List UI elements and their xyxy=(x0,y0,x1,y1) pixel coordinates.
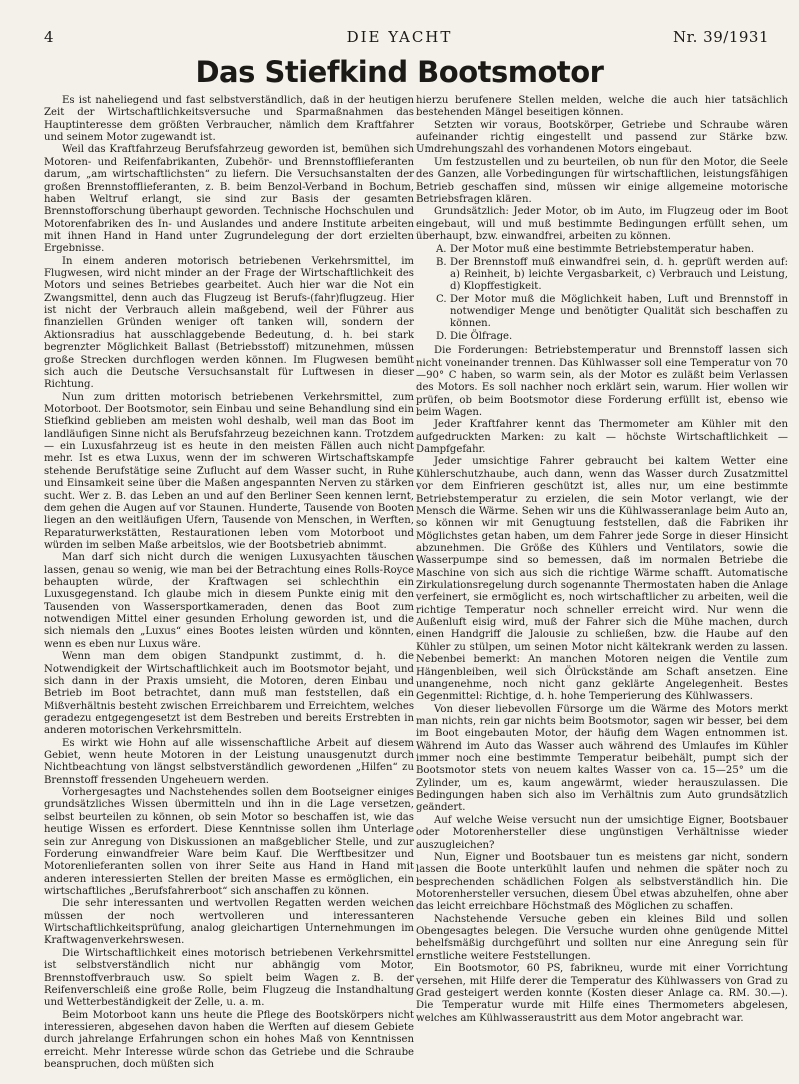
list-letter: B. xyxy=(436,256,447,268)
list-letter: D. xyxy=(436,330,447,342)
paragraph: Auf welche Weise versucht nun der umsichtige Eigner, Bootsbauer oder Motorenhersteller diese ungünstigen Verhältnisse wieder auszugleichen? xyxy=(416,814,788,851)
list-item xyxy=(416,257,788,294)
paragraph: Vorhergesagtes und Nachstehendes sollen dem Bootseigner einiges grundsätzliches Wissen übermitteln und ihn in die Lage versetzen, selbst beurteilen zu können, ob sein Motor so beschaffen ist, wie das heutige Wissen es erfordert. Diese Kenntnisse sollen ihm Unterlage sein zur Anregung von Diskussionen an maßgeblicher Stelle, und zur Forderung einwandfreier Ware beim Kauf. Die Werftbesitzer und Motorenlieferanten sollen von ihrer Seite aus Hand in Hand mit anderen interessierten Stellen der breiten Masse es ermöglichen, ein wirtschaftliches „Berufsfahrerboot“ sich anschaffen zu können. xyxy=(44,787,414,897)
issue-number: Nr. 39/1931 xyxy=(673,28,769,46)
journal-name: DIE YACHT xyxy=(346,28,453,46)
paragraph: Es wirkt wie Hohn auf alle wissenschaftliche Arbeit auf diesem Gebiet, wenn heute Motoren in der Leistung unausgenutzt durch Nichtbeachtung von längst selbstverständlich gewordenen „Hilfen“ zu Brennstoff fressenden Ungeheuern werden. xyxy=(44,737,414,786)
list-text: Der Motor muß eine bestimmte Betriebstemperatur haben. xyxy=(450,244,755,256)
paragraph: Die sehr interessanten und wertvollen Regatten werden weichen müssen der noch wertvolleren und interessanteren Wirtschaftlichkeitsprüfung, analog gleichartigen Unternehmungen im Kraftwagenverkehrswesen. xyxy=(44,898,414,947)
list-text: Der Motor muß die Möglichkeit haben, Luft und Brennstoff in notwendiger Menge und benötigter Qualität sich beschaffen zu können. xyxy=(450,293,788,330)
paragraph: Setzten wir voraus, Bootskörper, Getriebe und Schraube wären aufeinander richtig eingestellt und passend zur Stärke bzw. Umdrehungszahl des vorhandenen Motors eingebaut. xyxy=(416,119,788,156)
paragraph: Man darf sich nicht durch die wenigen Luxusyachten täuschen lassen, genau so wenig, wie man bei der Betrachtung eines Rolls-Royce behaupten würde, der Kraftwagen sei schlechthin ein Luxusgegenstand. Ich glaube mich in diesem Punkte einig mit den Tausenden von Wassersportkameraden, denen das Boot zum notwendigen Mittel einer gesunden Erholung geworden ist, und die sich niemals den „Luxus“ eines Bootes leisten würden und könnten, wenn es eben nur Luxus wäre. xyxy=(44,552,414,650)
paragraph: Jeder Kraftfahrer kennt das Thermometer am Kühler mit den aufgedruckten Marken: zu kalt — höchste Wirtschaftlichkeit — Dampfgefahr. xyxy=(416,419,788,456)
list-item xyxy=(416,294,788,331)
list-item xyxy=(416,331,788,343)
list-letter: A. xyxy=(436,244,447,256)
paragraph: Wenn man dem obigen Standpunkt zustimmt, d. h. die Notwendigkeit der Wirtschaftlichkeit auch im Bootsmotor bejaht, und sich dann in der Praxis umsieht, die Motoren, deren Einbau und Betrieb im Boot betrachtet, dann muß man feststellen, daß ein Mißverhältnis besteht zwischen Erreichbarem und Erreichtem, welches geradezu entgegengesetzt ist dem Bestreben und bereits Erstrebten in anderen motorischen Verkehrsmitteln. xyxy=(44,651,414,737)
right-column xyxy=(416,95,788,1080)
article-title: Das Stiefkind Bootsmotor xyxy=(195,55,604,89)
paragraph: Es ist naheliegend und fast selbstverständlich, daß in der heutigen Zeit der Wirtschaftlichkeitsversuche und Sparmaßnahmen das Hauptinteresse dem größten Verbraucher, nämlich dem Kraftfahrer und seinem Motor zugewandt ist. xyxy=(44,95,414,144)
paragraph: Ein Bootsmotor, 60 PS, fabrikneu, wurde mit einer Vorrichtung versehen, mit Hilfe derer die Temperatur des Kühlwassers von Grad zu Grad gesteigert werden konnte (Kosten dieser Anlage ca. RM. 30.—). Die Temperatur wurde mit Hilfe eines Thermometers abgelesen, welches am Kühlwasseraustritt aus dem Motor angebracht war. xyxy=(416,963,788,1024)
list-text: Der Brennstoff muß einwandfrei sein, d. h. geprüft werden auf: a) Reinheit, b) leichte Vergasbarkeit, c) Verbrauch und Leistung, d) Klopffestigkeit. xyxy=(450,256,788,293)
paragraph: In einem anderen motorisch betriebenen Verkehrsmittel, im Flugwesen, wird nicht minder an der Frage der Wirtschaftlichkeit des Motors und seines Betriebes gearbeitet. Auch hier war die Not ein Zwangsmittel, denn auch das Flugzeug ist Berufs-(fahr)flugzeug. Hier ist nicht der Verbrauch allein maßgebend, weil der Führer aus finanziellen Gründen weniger oft tanken will, sondern der Aktionsradius hat ausschlaggebende Bedeutung, d. h. bei stark begrenzter Möglichkeit Ballast (Betriebsstoff) mitzunehmen, müssen große Strecken durchflogen werden können. Im Flugwesen bemüht sich auch die Deutsche Versuchsanstalt für Luftwesen in dieser Richtung. xyxy=(44,255,414,391)
list-text: Die Ölfrage. xyxy=(450,330,513,342)
paragraph: Grundsätzlich: Jeder Motor, ob im Auto, im Flugzeug oder im Boot eingebaut, will und muß bestimmte Bedingungen erfüllt sehen, um überhaupt, bzw. einwandfrei, arbeiten zu können. xyxy=(416,206,788,242)
paragraph: Die Wirtschaftlichkeit eines motorisch betriebenen Verkehrsmittel ist selbstverständlich nicht nur abhängig vom Motor, Brennstoffverbrauch usw. So spielt beim Wagen z. B. der Reifenverschleiß eine große Rolle, beim Flugzeug die Instandhaltung und Wetterbeständigkeit der Zelle, u. a. m. xyxy=(44,947,414,1009)
paragraph: hierzu berufenere Stellen melden, welche die auch hier tatsächlich bestehenden Mängel beseitigen können. xyxy=(416,95,788,119)
requirements-list xyxy=(416,244,788,343)
list-letter: C. xyxy=(436,293,447,305)
paragraph: Weil das Kraftfahrzeug Berufsfahrzeug geworden ist, bemühen sich Motoren- und Reifenfabrikanten, Zubehör- und Brennstofflieferanten darum, „am wirtschaftlichsten“ zu liefern. Die Versuchsanstalten der großen Brennstofflieferanten, z. B. beim Benzol-Verband in Bochum, haben Weltruf erlangt, sie sind zur Basis der gesamten Brennstofforschung überhaupt geworden. Technische Hochschulen und Motorenfabriken des In- und Auslandes und andere Institute arbeiten mit ihnen Hand in Hand unter Zugrundelegung der dort erzielten Ergebnisse. xyxy=(44,144,414,255)
paragraph: Jeder umsichtige Fahrer gebraucht bei kaltem Wetter eine Kühlerschutzhaube, auch dann, wenn das Wasser durch Zusatzmittel vor dem Einfrieren geschützt ist, alles nur, um eine bestimmte Betriebstemperatur zu erzielen, die sein Motor verlangt, wie der Mensch die Wärme. Sehen wir uns die Kühlwasseranlage beim Auto an, so können wir mit Genugtuung feststellen, daß die Fabriken ihr Möglichstes getan haben, um dem Fahrer jede Sorge in dieser Hinsicht abzunehmen. Die Größe des Kühlers und Ventilators, sowie die Wasserpumpe sind so bemessen, daß im normalen Betriebe die Maschine von sich aus sich die richtige Wärme schafft. Automatische Zirkulationsregelung durch sogenannte Thermostaten haben die Anlage verfeinert, sie ermöglicht es, noch wirtschaftlicher zu arbeiten, weil die richtige Temperatur noch schneller erreicht wird. Nur wenn die Außenluft eisig wird, muß der Fahrer sich die Mühe machen, durch einen Handgriff die Jalousie zu schließen, bzw. die Haube auf den Kühler zu stülpen, um seinen Motor nicht kältekrank werden zu lassen. Nebenbei bemerkt: An manchen Motoren neigen die Ventile zum Hängenbleiben, weil sich Ölrückstände am Schaft ansetzen. Eine unangenehme, noch nicht ganz geklärte Angelegenheit. Bestes Gegenmittel: Richtige, d. h. hohe Temperierung des Kühlwassers. xyxy=(416,456,788,703)
list-item xyxy=(416,244,788,256)
paragraph: Die Forderungen: Betriebstemperatur und Brennstoff lassen sich nicht voneinander trennen. Das Kühlwasser soll eine Temperatur von 70—90° C haben, so warm sein, als der Motor es zuläßt beim Verlassen des Motors. Es soll nachher noch erklärt sein, warum. Hier wollen wir prüfen, ob beim Bootsmotor diese Forderung erfüllt ist, ebenso wie beim Wagen. xyxy=(416,345,788,418)
paragraph: Um festzustellen und zu beurteilen, ob nun für den Motor, die Seele des Ganzen, alle Vorbedingungen für wirtschaftlichen, leistungsfähigen Betrieb geschaffen sind, müssen wir einige allgemeine motorische Betriebsfragen klären. xyxy=(416,156,788,205)
paragraph: Nun zum dritten motorisch betriebenen Verkehrsmittel, zum Motorboot. Der Bootsmotor, sein Einbau und seine Behandlung sind ein Stiefkind geblieben am meisten wohl deshalb, weil man das Boot im landläufigen Sinne nicht als Berufsfahrzeug bezeichnen kann. Trotzdem — ein Luxusfahrzeug ist es heute in den meisten Fällen auch nicht mehr. Ist es etwa Luxus, wenn der im schweren Wirtschaftskampfe stehende Berufstätige seine Zuflucht auf dem Wasser sucht, in Ruhe und Einsamkeit seine über die Maßen angespannten Nerven zu stärken sucht. Wer z. B. das Leben an und auf den Berliner Seen kennen lernt, dem gehen die Augen auf vor Staunen. Hunderte, Tausende von Booten liegen an den weitläufigen Ufern, Tausende von Menschen, in Werften, Reparaturwerkstätten, Restaurationen leben vom Motorboot und würden im selben Maße arbeitslos, wie der Bootsbetrieb abnimmt. xyxy=(44,391,414,551)
page-number: 4 xyxy=(44,28,55,46)
paragraph: Nun, Eigner und Bootsbauer tun es meistens gar nicht, sondern lassen die Boote unterkühlt laufen und nehmen die später noch zu besprechenden schädlichen Folgen als selbstverständlich hin. Die Motorenhersteller versuchen, diesem Übel etwas abzuhelfen, ohne aber das leicht erreichbare Höchstmaß des Möglichen zu schaffen. xyxy=(416,851,788,913)
paragraph: Von dieser liebevollen Fürsorge um die Wärme des Motors merkt man nichts, rein gar nichts beim Bootsmotor, sagen wir besser, bei dem im Boot eingebauten Motor, der häufig dem Wagen entnommen ist. Während im Auto das Wasser auch während des Umlaufes im Kühler immer noch eine bestimmte Temperatur beibehält, pumpt sich der Bootsmotor stets von neuem kaltes Wasser von ca. 15—25° um die Zylinder, um es, kaum angewärmt, wieder herauszulassen. Die Bedingungen haben sich also im Verhältnis zum Auto grundsätzlich geändert. xyxy=(416,703,788,814)
paragraph: Beim Motorboot kann uns heute die Pflege des Bootskörpers nicht interessieren, abgesehen davon haben die Werften auf diesem Gebiete durch jahrelange Erfahrungen schon ein hohes Maß von Kenntnissen erreicht. Mehr Interesse würde schon das Getriebe und die Schraube beanspruchen, doch müßten sich xyxy=(44,1009,414,1071)
paragraph: Nachstehende Versuche geben ein kleines Bild und sollen Obengesagtes belegen. Die Versuche wurden ohne genügende Mittel behelfsmäßig durchgeführt und sollten nur eine Anregung sein für ernstliche weitere Feststellungen. xyxy=(416,913,788,962)
left-column xyxy=(44,95,414,1080)
